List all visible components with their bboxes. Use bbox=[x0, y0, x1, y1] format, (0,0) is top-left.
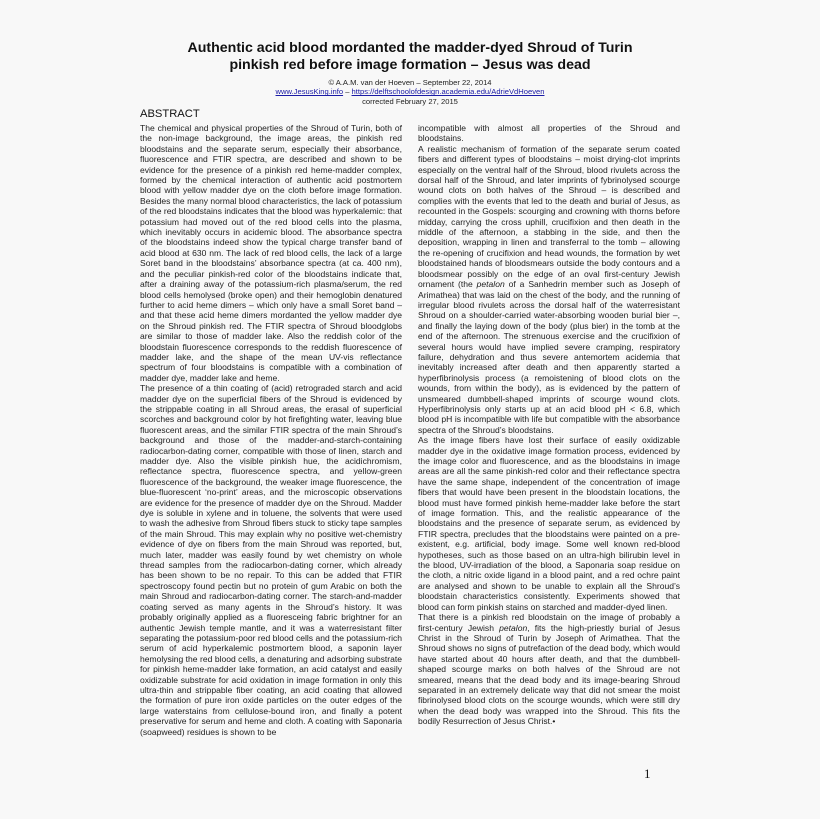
abstract-paragraph-1: The chemical and physical properties of the Shroud of Turin, both of the non-image background, the image areas, the pinkish red bloodstains and the separate serum, especially their absorbance, fluorescence and FTIR spectra, are described and shown to be evidence for the presence of a pinkish red heme-madder complex, formed by the chemical interaction of authentic acid postmortem blood with yellow madder dye on the cloth before image formation. Besides the many normal blood characteristics, the lack of potassium of the red bloodstains indicates that the blood was hyperkalemic: that potassium had moved out of the red blood cells into the plasma, which inevitably occurs in acidemic blood. The absorbance spectra of the bloodstains indeed show the typical charge transfer band of acid blood at 630 nm. The lack of red blood cells, the lack of a large Soret band in the bloodstains’ absorbance spectra (at ca. 400 nm), and the peculiar pinkish-red color of the bloodstains indicate that, after a draining away of the potassium-rich plasma/serum, the red blood cells hemolysed (broke open) and their hemoglobin denatured further to acid heme dimers – which only have a small Soret band – and that these acid heme dimers mordanted the yellow madder dye on the Shroud pinkish red. The FTIR spectra of Shroud bloodglobs are similar to those of madder lake. Also the reddish color of the bloodstain fluorescence corresponds to the reddish fluorescence of madder lake, and the shape of the mean UV-vis reflectance spectrum of four bloodstains is compatible with a combination of madder dye, madder lake and heme. bbox=[140, 123, 402, 383]
right-column bbox=[418, 123, 680, 727]
text-span: , fits the high-priestly burial of Jesus Christ in the Shroud of Turin by Joseph of Arimathea. That the Shroud shows no signs of putrefaction of the dead body, which would have started about 40 hours after death, and that the dumbbell-shaped scourge marks on both halves of the Shroud are not smeared, means that the dead body and its image-bearing Shroud separated in an extremely delicate way that did not smear the moist fibrinolysed blood clots on the scourge wounds, which were still dry when the dead body was wrapped into the Shroud. This fits the bodily Resurrection of Jesus Christ.• bbox=[418, 622, 680, 727]
text-span: of a Sanhedrin member such as Joseph of Arimathea) that was laid on the chest of the body, and the running of irregular blood rivulets across the dorsal half of the waterresistant Shroud on a shoulder-carried water-absorbing wooden burial bier –, and finally the laying down of the body (plus bier) in the tomb at the end of the afternoon. The strenuous exercise and the crucifixion of several hours would have implied severe cramping, respiratory failure, dehydration and thus severe antemortem acidemia that inevitably increased after death and then apparently started a hyperfibrinolysis process (a remoistening of blood clots on the wounds, from within the body), as is evidenced by the pattern of unsmeared dumbbell-shaped imprints of scourge wound clots. Hyperfibrinolysis only starts up at an acid blood pH < 6.8, which blood pH is incompatible with life but compatible with the absorbance spectra of the Shroud’s bloodstains. bbox=[418, 279, 680, 435]
paper-meta bbox=[130, 78, 690, 106]
academia-link[interactable]: https://delftschoolofdesign.academia.edu/AdrieVdHoeven bbox=[351, 87, 545, 97]
abstract-paragraph-4: As the image fibers have lost their surface of easily oxidizable madder dye in the oxidative image formation process, evidenced by the image color and fluorescence, and as the bloodstains in image areas are all the same pinkish-red color and their reflectance spectra have the same shape, independent of the concentration of image fibers that would have been present in the bloodstain locations, the blood must have formed pinkish heme-madder lake before the start of image formation. This, and the realistic appearance of the bloodstains and the presence of separate serum, as evidenced by FTIR spectra, precludes that the bloodstains were painted on a pre-existent, e.g. artificial, body image. Some well known red-blood hypotheses, such as those based on an ultra-high bilirubin level in the blood, UV-irradiation of the blood, a Saponaria soap residue on the cloth, a nitric oxide ligand in a blood paint, and a red ochre paint are analysed and shown to be unable to explain all the Shroud’s bloodstain characteristics consistently. Experiments showed that blood can form pinkish stains on starched and madder-dyed linen. bbox=[418, 435, 680, 612]
petalon-term: petalon bbox=[499, 622, 528, 633]
abstract-paragraph-5 bbox=[418, 612, 680, 726]
abstract-paragraph-2: The presence of a thin coating of (acid) retrograded starch and acid madder dye on the superficial fibers of the Shroud is evidenced by the strippable coating in all Shroud areas, the erasal of superficial scorches and background color by hot firefighting water, leaving blue fluorescent areas, and the similar FTIR spectra of the main Shroud’s background and those of the madder-and-starch-containing radiocarbon-dating corner, compatible with those of linen, starch and madder dye. Also the visible pinkish hue, the acidichromism, reflectance spectra, fluorescence spectra, and yellow-green fluorescence of the background, the weaker image fluorescence, the blue-fluorescent ‘no-print’ areas, and the microscopic observations are evidence for the presence of madder dye on the Shroud. Madder dye is soluble in xylene and in toluene, the solvents that were used to wash the adhesive from Shroud fibers stuck to sticky tape samples of the main Shroud. This may explain why no positive wet-chemistry evidence of dye on fibers from the main Shroud was reported, but, much later, madder was easily found by wet chemistry on whole thread samples from the radiocarbon-dating corner, which already has been shown to be no repair. To this can be added that FTIR spectroscopy found pectin but no protein of gum Arabic on both the main Shroud and radiocarbon-dating corner. The starch-and-madder coating served as many agents in the Shroud’s history. It was probably originally applied as a fluoresceing fabric brightner for an authentic Jewish temple mantle, and it was a waterresistant filter separating the potassium-poor red blood cells and the potassium-rich serum of acid hyperkalemic postmortem blood, a saponin layer hemolysing the red blood cells, a denaturing and adsorbing substrate for pinkish heme-madder lake formation, an acid catalyst and easily oxidizable substrate for acid oxidation in image formation in only this ultra-thin and strippable fiber coating, an acid coating that allowed the formation of pure iron oxide particles on the outer edges of the large waterstains from cellulose-bound iron, and finally a potent preservative for serum and heme and cloth. A coating with Saponaria (soapweed) residues is shown to be bbox=[140, 383, 402, 737]
corrected-date: corrected February 27, 2015 bbox=[362, 96, 458, 106]
text-span: A realistic mechanism of formation of the separate serum coated fibers and different types of bloodstains – moist drying-clot imprints especially on the ventral half of the Shroud, blood rivulets across the dorsal half of the Shroud, and later imprints of fybrinolysed scourge wound clots on both halves of the Shroud – is described and complies with the events that led to the death and burial of Jesus, as recounted in the Gospels: scourging and crowning with thorns before midday, carrying the cross uphill, crucifixion and then death in the middle of the afternoon, a stabbing in the side, and then the deposition, wrapping in linen and transferral to the tomb – allowing the re-opening of crucifixion and head wounds, the formation by wet bloodstained hands of bloodsmears outside the body contours and a bloodsmear possibly on the edge of an oval first-century Jewish ornament (the bbox=[418, 143, 680, 290]
abstract-paragraph-3 bbox=[418, 144, 680, 435]
website-link[interactable]: www.JesusKing.info bbox=[275, 87, 344, 97]
link-separator: – bbox=[343, 87, 352, 97]
petalon-term: petalon bbox=[476, 279, 505, 290]
text-span: That there is a pinkish red bloodstain on the image of probably a first-century Jewish bbox=[418, 612, 680, 633]
title-line-1: Authentic acid blood mordanted the madder-dyed Shroud of Turin bbox=[187, 40, 633, 56]
abstract-heading: ABSTRACT bbox=[140, 108, 200, 120]
left-column bbox=[140, 108, 402, 737]
page-number: 1 bbox=[644, 766, 651, 781]
author-line: © A.A.M. van der Hoeven – September 22, 2014 bbox=[328, 78, 492, 87]
title-line-2: pinkish red before image formation – Jesus was dead bbox=[229, 57, 591, 73]
paper-title bbox=[130, 40, 690, 74]
links-line bbox=[130, 87, 690, 96]
abstract-paragraph-2-end: incompatible with almost all properties of the Shroud and bloodstains. bbox=[418, 123, 680, 144]
